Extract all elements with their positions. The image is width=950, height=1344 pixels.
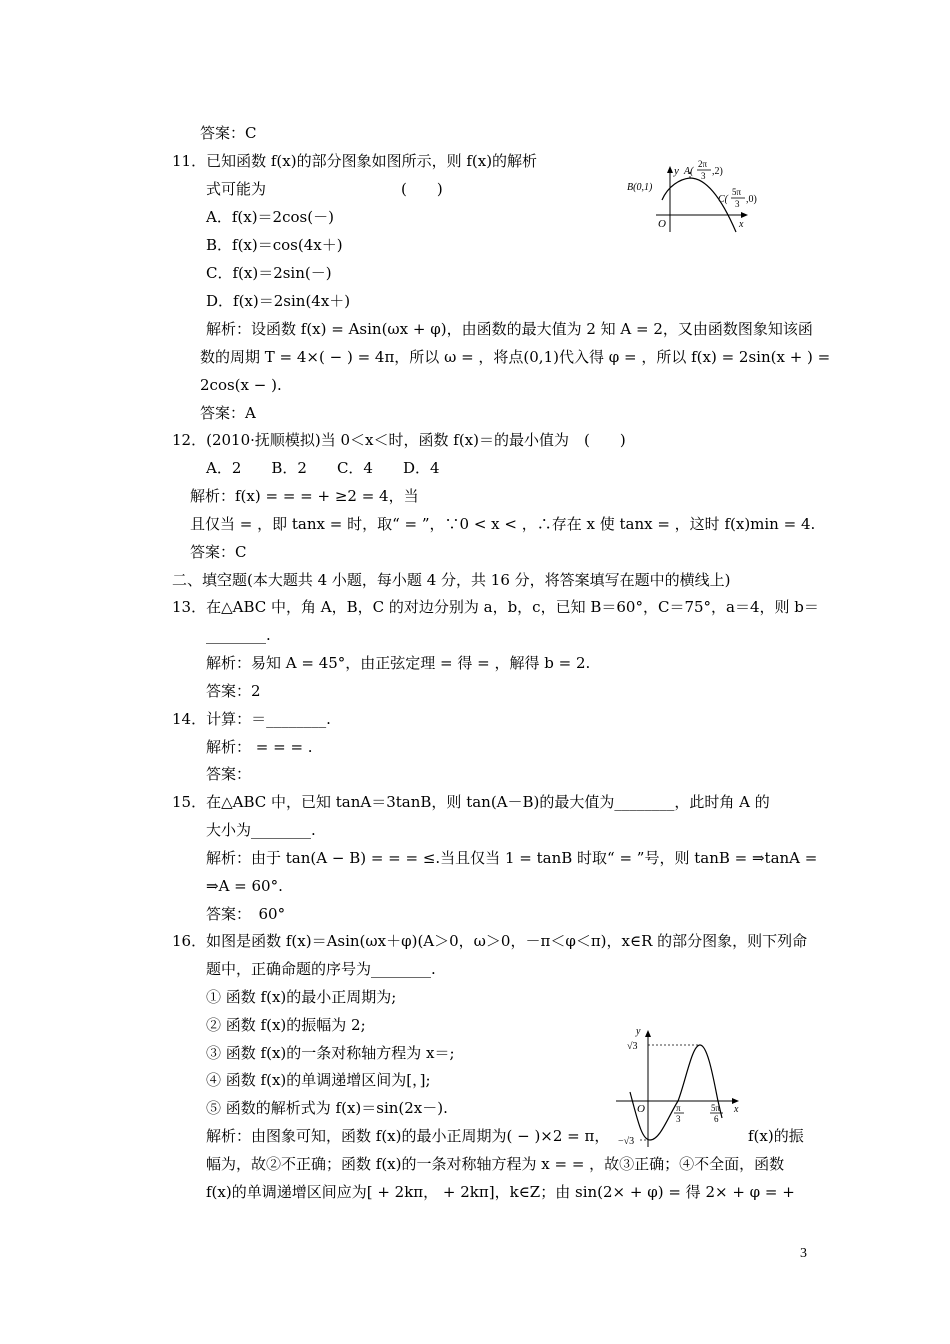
sine-curve (630, 1045, 722, 1140)
origin-label: O (637, 1103, 645, 1115)
solution-line: 2cos(x − ). (200, 376, 282, 394)
statement-5: ⑤ 函数的解析式为 f(x)＝sin(2x－). (206, 1099, 448, 1117)
question-14-stem: 14．计算：＝________. (172, 710, 331, 728)
option-a: A．f(x)＝2cos(－) (206, 208, 334, 226)
statement-3: ③ 函数 f(x)的一条对称轴方程为 x＝; (206, 1044, 455, 1062)
y-label: y (674, 165, 679, 177)
y-axis-arrow (667, 166, 673, 173)
statement-2: ② 函数 f(x)的振幅为 2; (206, 1016, 366, 1034)
option-d: D．f(x)＝2sin(4x＋) (206, 292, 351, 310)
solution-line: 且仅当 = ，即 tanx = 时，取“ = ”，∵0 < x < ，∴存在 x 使 tanx = ，这时 f(x)min = 4. (190, 515, 816, 533)
answer-line: 答案：2 (206, 682, 261, 700)
point-b-label: B(0,1) (627, 182, 653, 193)
x-axis-arrow (741, 212, 748, 218)
page-number: 3 (800, 1246, 807, 1261)
x-label: x (734, 1104, 739, 1115)
point-c-den: 3 (735, 199, 740, 209)
origin-label: O (658, 218, 666, 230)
solution-line: 解析：f(x) = = = + ≥2 = 4，当 (190, 487, 419, 505)
solution-line: f(x)的单调递增区间应为[ + 2kπ， + 2kπ]，k∈Z；由 sin(2× + φ) = 得 2× + φ = + (206, 1183, 795, 1201)
neg-sqrt3-label: −√3 (618, 1136, 635, 1147)
question-13-blank: ________. (206, 626, 271, 644)
point-c-prefix: C( (718, 194, 728, 205)
tick-5pi-6-den: 6 (714, 1114, 719, 1124)
tick-pi-3-den: 3 (676, 1114, 681, 1124)
solution-line: 解析：由于 tan(A − B) = = = ≤.当且仅当 1 = tanB 时取“ = ”号，则 tanB = ⇒tanA = (206, 849, 818, 867)
question-15-stem-cont: 大小为________. (206, 821, 316, 839)
option-c: C．f(x)＝2sin(－) (206, 264, 332, 282)
figure-16-graph (610, 1022, 750, 1152)
question-15-stem: 15．在△ABC 中，已知 tanA＝3tanB，则 tan(A－B)的最大值为________，此时角 A 的 (172, 793, 770, 811)
solution-line: 数的周期 T = 4×( − ) = 4π，所以 ω = ，将点(0,1)代入得 φ = ，所以 f(x) = 2sin(x + ) = (200, 348, 831, 366)
answer-line: 答案： (206, 765, 252, 783)
point-a-suffix: ,2) (712, 166, 723, 177)
statement-4: ④ 函数 f(x)的单调递增区间为[，]; (206, 1071, 431, 1089)
answer-line: 答案： 60° (206, 905, 286, 923)
solution-line: ⇒A = 60°. (206, 877, 283, 895)
point-a-den: 3 (701, 171, 706, 181)
solution-line: 解析：由图象可知，函数 f(x)的最小正周期为( − )×2 = π， (206, 1127, 610, 1145)
question-12-options: A．2 B．2 C．4 D．4 (206, 459, 440, 477)
figure-11-graph (626, 152, 776, 242)
question-16-stem: 16．如图是函数 f(x)＝Asin(ωx＋φ)(A＞0，ω＞0，－π＜φ＜π)，x∈R 的部分图象，则下列命 (172, 932, 808, 950)
answer-line: 答案：C (190, 543, 247, 561)
question-12-stem: 12．(2010·抚顺模拟)当 0＜x＜时，函数 f(x)＝的最小值为 ( ) (172, 431, 626, 449)
tick-5pi-6-num: 5π (711, 1103, 721, 1113)
section-heading: 二、填空题(本大题共 4 小题，每小题 4 分，共 16 分，将答案填写在题中的横线上) (172, 571, 731, 589)
solution-line: 解析：易知 A = 45°，由正弦定理 = 得 = ，解得 b = 2. (206, 654, 591, 672)
option-b: B．f(x)＝cos(4x＋) (206, 236, 343, 254)
point-c-num: 5π (732, 187, 742, 197)
solution-line: 解析： = = = . (206, 738, 313, 756)
x-label: x (739, 219, 744, 230)
statement-1: ① 函数 f(x)的最小正周期为; (206, 988, 397, 1006)
tick-pi-3-num: π (676, 1103, 681, 1113)
solution-line: 幅为，故②不正确；函数 f(x)的一条对称轴方程为 x = = ，故③正确；④不全面，函数 (206, 1155, 785, 1173)
question-13-stem: 13．在△ABC 中，角 A，B，C 的对边分别为 a，b，c，已知 B＝60°，C＝75°，a＝4，则 b＝ (172, 598, 819, 616)
y-label: y (636, 1026, 641, 1037)
question-11-stem-cont: 式可能为 ( ) (206, 180, 443, 198)
point-a-num: 2π (698, 159, 708, 169)
point-c-suffix: ,0) (746, 194, 757, 205)
answer-line: 答案：C (200, 124, 257, 142)
question-16-stem-cont: 题中，正确命题的序号为________. (206, 960, 436, 978)
sine-curve (662, 178, 736, 232)
point-a-prefix: A( (684, 166, 694, 177)
solution-line: 解析：设函数 f(x) = Asin(ωx + φ)，由函数的最大值为 2 知 A = 2，又由函数图象知该函 (206, 320, 813, 338)
solution-line-fragment: f(x)的振 (748, 1127, 804, 1145)
y-axis-arrow (645, 1030, 651, 1037)
question-11-stem: 11．已知函数 f(x)的部分图象如图所示，则 f(x)的解析 (172, 152, 538, 170)
sqrt3-label: √3 (627, 1041, 638, 1052)
answer-line: 答案：A (200, 404, 256, 422)
